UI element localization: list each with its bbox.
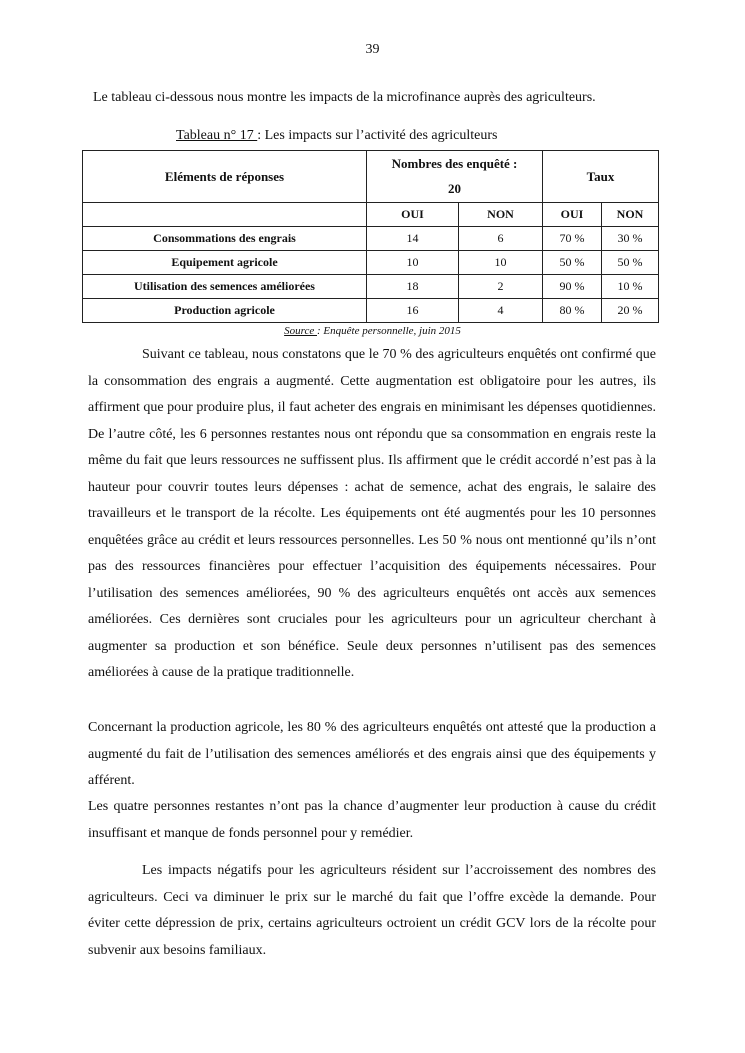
paragraph-production: Concernant la production agricole, les 80 % des agriculteurs enquêtés ont attesté que la production a augmenté du fait de l’utilisation des semences améliorés et des engrais ainsi que des équipements y afférent. [88, 720, 656, 788]
row-label: Production agricole [83, 299, 367, 323]
header-elements: Eléments de réponses [83, 151, 367, 203]
cell-taux-oui: 90 % [543, 275, 602, 299]
row-label: Consommations des engrais [83, 227, 367, 251]
subheader-non-rate: NON [602, 203, 659, 227]
page-number: 39 [365, 42, 380, 57]
paragraph-remaining: Les quatre personnes restantes n’ont pas la chance d’augmenter leur production à cause du crédit insuffisant et manque de fonds personnel pour y remédier. [88, 799, 656, 841]
cell-taux-non: 10 % [602, 275, 659, 299]
cell-non: 10 [459, 251, 543, 275]
table-caption [176, 128, 497, 144]
table-caption-title: : Les impacts sur l’activité des agriculteurs [257, 128, 498, 143]
cell-non: 6 [459, 227, 543, 251]
row-label: Utilisation des semences améliorées [83, 275, 367, 299]
cell-taux-non: 50 % [602, 251, 659, 275]
table-row [83, 251, 659, 275]
cell-taux-oui: 70 % [543, 227, 602, 251]
header-enquetes-line2: 20 [367, 177, 543, 203]
cell-taux-non: 20 % [602, 299, 659, 323]
subheader-non-count: NON [459, 203, 543, 227]
paragraph-negative-impacts: Les impacts négatifs pour les agriculteurs résident sur l’accroissement des nombres des agriculteurs. Ceci va diminuer le prix sur le marché du fait que l’offre excède la demande. Pour éviter cette dépression de prix, certains agriculteurs octroient un crédit GCV lors de la récolte pour subvenir aux besoins familiaux. [88, 863, 656, 958]
header-empty [83, 203, 367, 227]
paragraph-analysis: Suivant ce tableau, nous constatons que le 70 % des agriculteurs enquêtés ont confirmé que la consommation des engrais a augmenté. Cette augmentation est obligatoire pour les autres, ils affirment que pour produire plus, il faut acheter des engrais en minimisant les dépenses quotidiennes. De l’autre côté, les 6 personnes restantes nous ont répondu que sa consommation en engrais reste la même du fait que leurs ressources ne suffissent plus. Ils affirment que le crédit accordé n’est pas à la hauteur pour couvrir toutes leurs dépenses : achat de semence, achat des engrais, le salaire des travailleurs et le transport de la récolte. Les équipements ont été augmentés pour les 10 personnes enquêtées grâce au crédit et leurs ressources personnelles. Les 50 % nous ont mentionné qu’ils n’ont pas des ressources financières pour effectuer l’acquisition des équipements nécessaires. Pour l’utilisation des semences améliorées, 90 % des agriculteurs enquêtés ont accès aux semences améliorées. Ces dernières sont cruciales pour les agriculteurs pour un agriculteur cherchant à augmenter sa production et son bénéfice. Seule deux personnes n’utilisent pas des semences améliorées à cause de la pratique traditionnelle. [88, 347, 656, 680]
cell-oui: 18 [367, 275, 459, 299]
cell-oui: 10 [367, 251, 459, 275]
header-taux: Taux [543, 151, 659, 203]
source-label: Source [284, 325, 317, 337]
subheader-oui-count: OUI [367, 203, 459, 227]
table-source [0, 325, 745, 337]
header-enquetes-line1: Nombres des enquêté : [367, 151, 543, 177]
cell-taux-oui: 50 % [543, 251, 602, 275]
subheader-oui-rate: OUI [543, 203, 602, 227]
table-row [83, 227, 659, 251]
cell-oui: 16 [367, 299, 459, 323]
table-row [83, 275, 659, 299]
intro-sentence: Le tableau ci-dessous nous montre les impacts de la microfinance auprès des agriculteurs. [93, 90, 596, 105]
cell-taux-oui: 80 % [543, 299, 602, 323]
row-label: Equipement agricole [83, 251, 367, 275]
cell-taux-non: 30 % [602, 227, 659, 251]
cell-non: 2 [459, 275, 543, 299]
source-text: : Enquête personnelle, juin 2015 [317, 325, 461, 337]
cell-non: 4 [459, 299, 543, 323]
cell-oui: 14 [367, 227, 459, 251]
impacts-table [82, 150, 659, 323]
table-row [83, 299, 659, 323]
table-caption-label: Tableau n° 17 [176, 128, 258, 143]
